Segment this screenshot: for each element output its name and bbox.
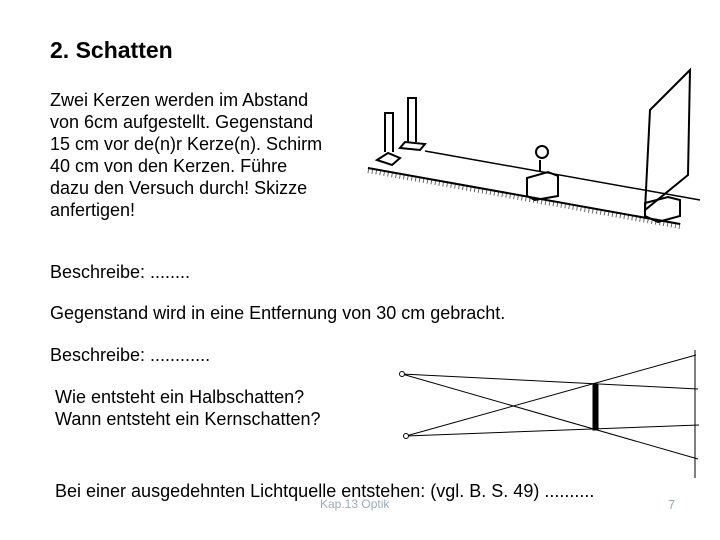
intro-line: 40 cm von den Kerzen. Führe (50, 156, 288, 176)
screen-holder (645, 197, 680, 222)
extended-source-text: Bei einer ausgedehnten Lichtquelle entstehen: (vgl. B. S. 49) .......... (55, 481, 595, 501)
intro-line: dazu den Versuch durch! Skizze (50, 178, 308, 198)
page-number: 7 (668, 497, 676, 512)
screen (645, 70, 690, 210)
shadow-diagram (400, 350, 700, 478)
intro-line: Zwei Kerzen werden im Abstand (50, 90, 309, 110)
obstacle (593, 384, 598, 430)
object-holder (527, 160, 558, 200)
footer-chapter: Kap.13 Optik (320, 497, 390, 511)
intro-line: 15 cm vor de(n)r Kerze(n). Schirm (50, 134, 323, 154)
light-source-1 (400, 372, 405, 377)
object-ball (536, 146, 548, 158)
intro-line: von 6cm aufgestellt. Gegenstand (50, 112, 314, 132)
question-kernschatten: Wann entsteht ein Kernschatten? (55, 409, 321, 429)
intro-line: anfertigen! (50, 200, 136, 220)
describe-prompt-2: Beschreibe: ............ (50, 345, 211, 365)
optical-bench-ruler (368, 168, 680, 224)
question-halbschatten: Wie entsteht ein Halbschatten? (55, 387, 305, 407)
slide-title: 2. Schatten (50, 37, 173, 63)
light-source-2 (404, 434, 409, 439)
candle-2 (400, 98, 425, 150)
bench-line (425, 151, 700, 200)
object-move-text: Gegenstand wird in eine Entfernung von 30 cm gebracht. (50, 303, 506, 323)
describe-prompt-1: Beschreibe: ........ (50, 262, 191, 282)
candle-experiment-sketch (368, 70, 700, 226)
candle-1 (377, 113, 400, 165)
